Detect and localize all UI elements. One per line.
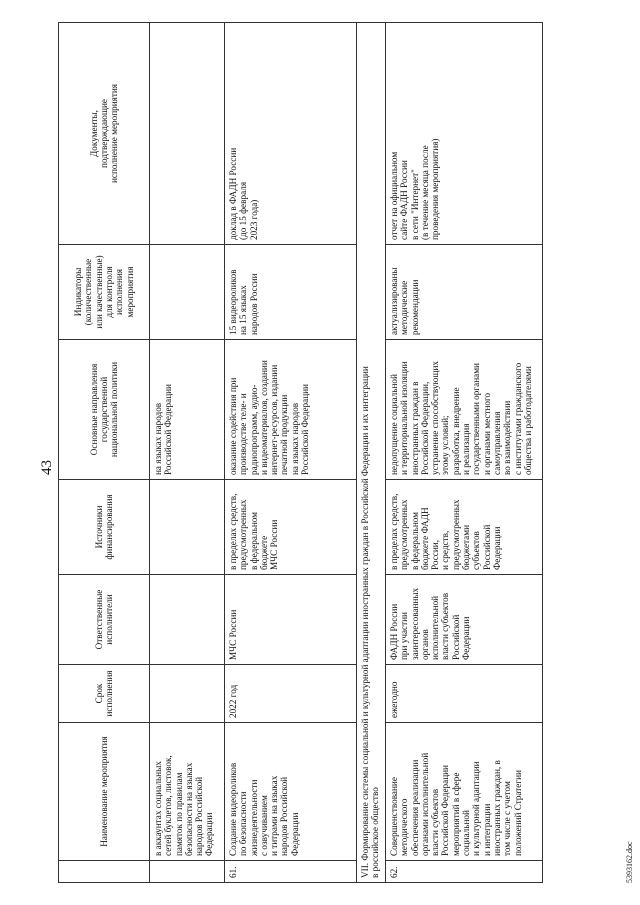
cell-term: [150, 665, 225, 723]
cell-indicators: [150, 245, 225, 340]
cell-funding: в пределах средств, предусмотренных в федеральном бюджете МЧС России: [225, 480, 357, 575]
header-documents: Документы, подтверждающие исполнение мероприятия: [59, 23, 150, 245]
header-name: Наименование мероприятия: [59, 723, 150, 861]
cell-number: 62.: [386, 861, 543, 883]
section-heading-row: [357, 23, 386, 883]
cell-responsible: МЧС России: [225, 575, 357, 665]
cell-name: в аккаунтах социальных сетей буклетов, листовок, памяток по правилам безопасности на языках народов Российской Федерации: [150, 723, 225, 861]
cell-indicators: 15 видеороликов на 15 языках народов России: [225, 245, 357, 340]
header-directions: Основные направления государственной национальной политики: [59, 340, 150, 480]
cell-number: 61.: [225, 861, 357, 883]
cell-documents: [150, 23, 225, 245]
page-number: 43: [39, 460, 55, 475]
footer-document-code: 5393162.doc: [625, 841, 634, 883]
cell-funding: в пределах средств, предусмотренных в федеральном бюджете ФАДН России, и средств, предусмотренных бюджетами субъектов Российской Федерации: [386, 480, 543, 575]
cell-directions: на языках народов Российской Федерации: [150, 340, 225, 480]
header-indicators: Индикаторы (количественные или качественные) для контроля исполнения мероприятия: [59, 245, 150, 340]
header-number: [59, 861, 150, 883]
cell-responsible: [150, 575, 225, 665]
cell-name: Создание видеороликов по безопасности жизнедеятельности с озвучиванием и титрами на языках народов Российской Федерации: [225, 723, 357, 861]
cell-name: Совершенствование методического обеспечения реализации органами исполнительной власти субъектов Российской Федерации мероприятий в сфере социальной и культурной адаптации и интеграции иностранных граждан, в том числе с учетом положений Стратегии: [386, 723, 543, 861]
table-row: [386, 23, 543, 883]
cell-documents: доклад в ФАДН России (до 15 февраля 2023 года): [225, 23, 357, 245]
cell-term: 2022 год: [225, 665, 357, 723]
cell-funding: [150, 480, 225, 575]
cell-directions: оказание содействия при производстве теле- и радиопрограмм, аудио- и видеоматериалов, создании интернет-ресурсов, издании печатной продукции на языках народов Российской Федерации: [225, 340, 357, 480]
cell-documents: отчет на официальном сайте ФАДН России в сети "Интернет" (в течение месяца после проведения мероприятия): [386, 23, 543, 245]
table-row: [225, 23, 357, 883]
table-row: [150, 23, 225, 883]
measures-table: [58, 22, 543, 883]
header-funding: Источники финансирования: [59, 480, 150, 575]
header-term: Срок исполнения: [59, 665, 150, 723]
cell-directions: недопущение социальной и территориальной изоляции иностранных граждан в Российской Федерации, устранение способствующих этому условий; разработка, внедрение и реализация государственными органами и органами местного самоуправления во взаимодействии с институтами гражданского общества и работодателями: [386, 340, 543, 480]
cell-indicators: актуализированы методические рекомендации: [386, 245, 543, 340]
header-responsible: Ответственные исполнители: [59, 575, 150, 665]
table-header-row: [59, 23, 150, 883]
cell-number: [150, 861, 225, 883]
section-title: VII. Формирование системы социальной и культурной адаптации иностранных граждан в Российской Федерации и их интеграции в российское общество: [357, 23, 386, 883]
cell-term: ежегодно: [386, 665, 543, 723]
cell-responsible: ФАДН России при участии заинтересованных органов исполнительной власти субъектов Российской Федерации: [386, 575, 543, 665]
